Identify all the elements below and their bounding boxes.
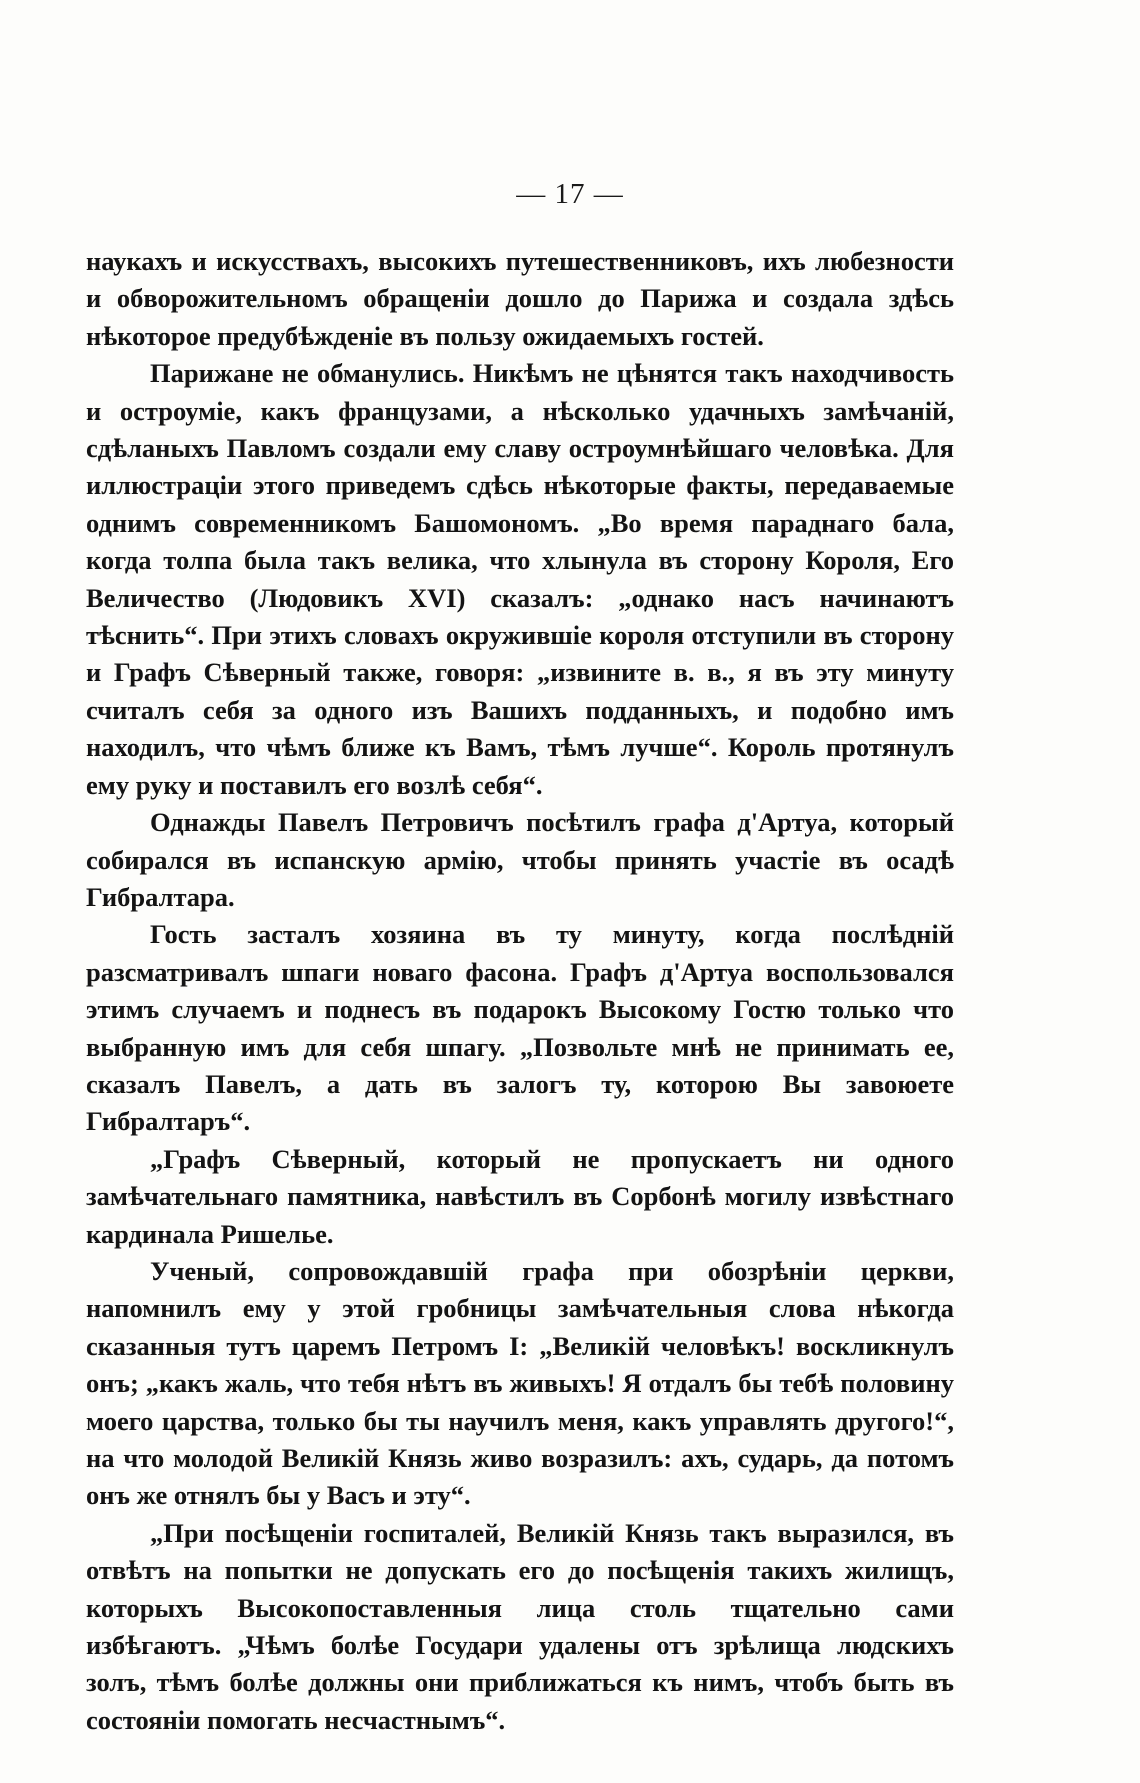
paragraph: Однажды Павелъ Петровичъ посѣтилъ графа д'Артуа, который собирался въ испанскую армію, чтобы принять участіе въ осадѣ Гибралтара. <box>86 807 954 912</box>
paragraph: Гость засталъ хозяина въ ту минуту, когда послѣдній разсматривалъ шпаги новаго фасона. Графъ д'Артуа воспользовался этимъ случаемъ и поднесъ въ подарокъ Высокому Гостю только что выбранную имъ для себя шпагу. „Позвольте мнѣ не принимать ее, сказалъ Павелъ, а дать въ залогъ ту, которою Вы завоюете Гибралтаръ“. <box>86 919 954 1137</box>
body-text <box>86 243 954 1739</box>
paragraph: Парижане не обманулись. Никѣмъ не цѣнятся такъ находчивость и остроуміе, какъ французами, а нѣсколько удачныхъ замѣчаній, сдѣланыхъ Павломъ создали ему славу остроумнѣйшаго человѣка. Для иллюстраціи этого приведемъ сдѣсь нѣкоторые факты, передаваемые однимъ современникомъ Башомономъ. „Во время параднаго бала, когда толпа была такъ велика, что хлынула въ сторону Короля, Его Величество (Людовикъ XVI) сказалъ: „однако насъ начинаютъ тѣснить“. При этихъ словахъ окружившіе короля отступили въ сторону и Графъ Сѣверный также, говоря: „извините в. в., я въ эту минуту считалъ себя за одного изъ Вашихъ подданныхъ, и подобно имъ находилъ, что чѣмъ ближе къ Вамъ, тѣмъ лучше“. Король протянулъ ему руку и поставилъ его возлѣ себя“. <box>86 358 954 800</box>
paragraph: Ученый, сопровождавшій графа при обозрѣніи церкви, напомнилъ ему у этой гробницы замѣчательныя слова нѣкогда сказанныя тутъ царемъ Петромъ I: „Великій человѣкъ! воскликнулъ онъ; „какъ жаль, что тебя нѣтъ въ живыхъ! Я отдалъ бы тебѣ половину моего царства, только бы ты научилъ меня, какъ управлять другого!“, на что молодой Великій Князь живо возразилъ: ахъ, сударь, да потомъ онъ же отнялъ бы у Васъ и эту“. <box>86 1255 954 1511</box>
paragraph: наукахъ и искусствахъ, высокихъ путешественниковъ, ихъ любезности и обворожительномъ обращеніи дошло до Парижа и создала здѣсь нѣкоторое предубѣжденіе въ пользу ожидаемыхъ гостей. <box>86 246 954 351</box>
page-number: — 17 — <box>516 178 624 210</box>
paragraph: „Графъ Сѣверный, который не пропускаетъ ни одного замѣчательнаго памятника, навѣстилъ въ Сорбонѣ могилу извѣстнаго кардинала Ришелье. <box>86 1143 954 1249</box>
paragraph: „При посѣщеніи госпиталей, Великій Князь такъ выразился, въ отвѣтъ на попытки не допускать его до посѣщенія такихъ жилищъ, которыхъ Высокопоставленныя лица столь тщательно сами избѣгаютъ. „Чѣмъ болѣе Государи удалены отъ зрѣлища людскихъ золъ, тѣмъ болѣе должны они приближаться къ нимъ, чтобъ быть въ состояніи помогать несчастнымъ“. <box>86 1517 954 1735</box>
